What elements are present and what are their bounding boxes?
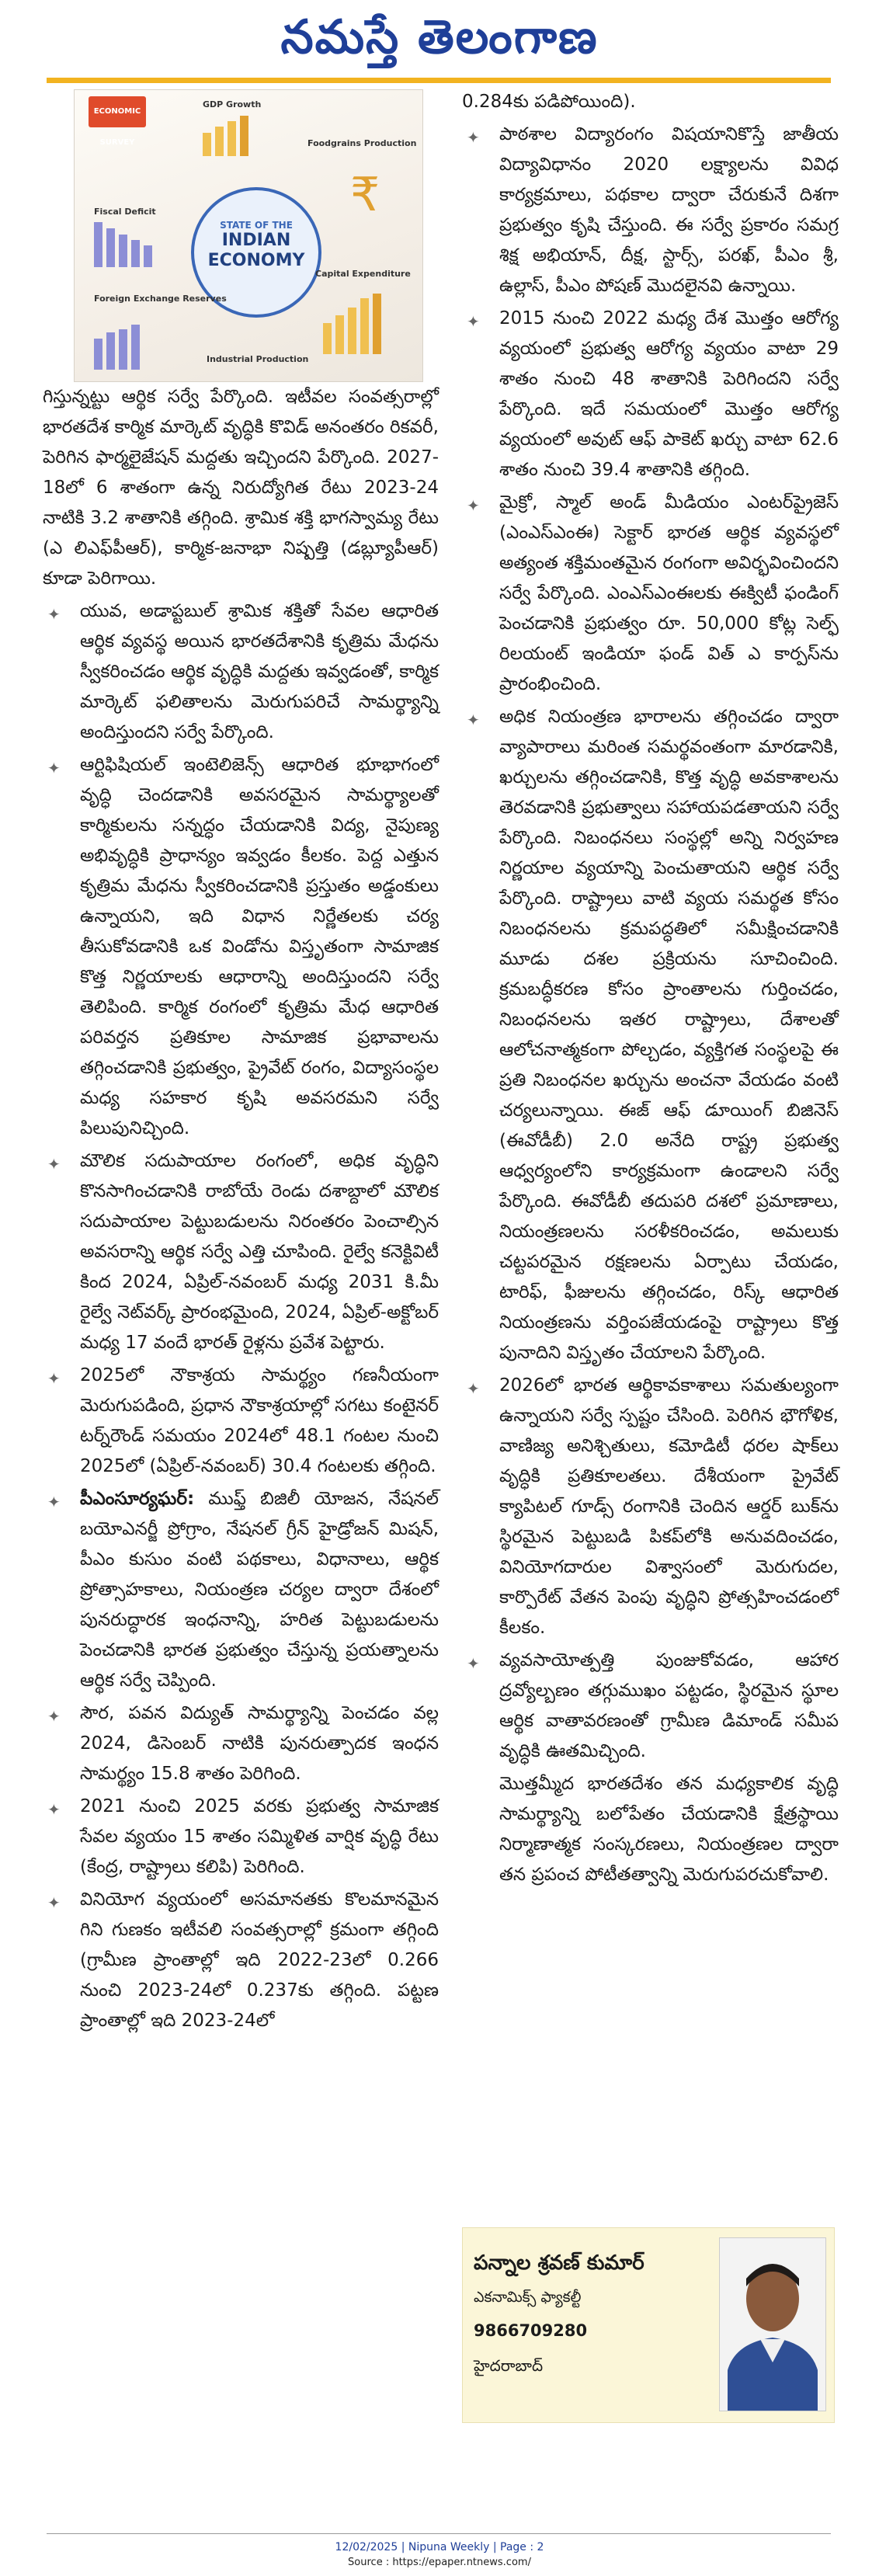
- forex-bars: [94, 323, 140, 370]
- emblem-line-1: STATE OF THE: [220, 220, 293, 231]
- surya-ghar-lead: పీఎంసూర్యఘర్:: [80, 1489, 195, 1509]
- fiscal-bars: [94, 221, 152, 267]
- paragraph-renewables: ✦ సౌర, పవన విద్యుత్ సామర్థ్యాన్ని పెంచడం వల్ల 2024, డిసెంబర్ నాటికి పునరుత్పాదక ఇంధన సామర్థ్యం 15.8 శాతం పెరిగింది.: [43, 1698, 439, 1789]
- survey-badge: ECONOMIC SURVEY: [89, 96, 146, 127]
- foodgrains-label: Foodgrains Production: [307, 138, 417, 148]
- surya-ghar-text: ముఫ్త్ బిజిలీ యోజన, నేషనల్ బయోఎనర్జీ ప్రోగ్రాం, నేషనల్ గ్రీన్ హైడ్రోజన్ మిషన్, పీఎం కుసుం వంటి పథకాలు, విధానాలు, ఆర్థిక ప్రోత్సాహకాలు, నియంత్రణ చర్యల ద్వారా దేశంలో పునరుద్ధారక ఇంధనాన్ని, హరిత పెట్టుబడులను పెంచడానికి భారత ప్రభుత్వం చేస్తున్న ప్రయత్నాలను ఆర్థిక సర్వే చెప్పింది.: [80, 1489, 439, 1691]
- footer-source: Source : https://epaper.ntnews.com/: [348, 2557, 531, 2568]
- rupee-icon: ₹: [350, 168, 380, 222]
- paragraph-deregulation: ✦ అధిక నియంత్రణ భారాలను తగ్గించడం ద్వారా వ్యాపారాలు మరింత సమర్థవంతంగా మారడానికి, ఖర్చులను తగ్గించడానికి, కొత్త వృద్ధి అవకాశాలను తెరవడానికి ప్రభుత్వాలు సహాయపడతాయని సర్వే పేర్కొంది. నిబంధనలు సంస్థల్లో అన్ని నిర్వహణ నిర్ణయాల వ్యయాన్ని పెంచుతాయని ఆర్థిక సర్వే పేర్కొంది. రాష్ట్రాలు వాటి వ్యయ సమర్థత కోసం నిబంధనలను క్రమపద్ధతిలో సమీక్షించడానికి మూడు దశల ప్రక్రియను సూచించింది. క్రమబద్ధీకరణ కోసం ప్రాంతాలను గుర్తించడం, నిబంధనలను ఇతర రాష్ట్రాలు, దేశాలతో ఆలోచనాత్మకంగా పోల్చడం, వ్యక్తిగత సంస్థలపై ఈ ప్రతి నిబంధనల ఖర్చును అంచనా వేయడం వంటి చర్యలున్నాయి. ఈజ్ ఆఫ్ డూయింగ్ బిజినెస్ (ఈవోడీబీ) 2.0 అనేది రాష్ట్ర ప్రభుత్వ ఆధ్వర్యంలోని కార్యక్రమంగా ఉండాలని సర్వే పేర్కొంది. ఈవోడీబీ తదుపరి దశలో ప్రమాణాలు, నియంత్రణలను సరళీకరించడం, అమలుకు చట్టపరమైన రక్షణలను ఏర్పాటు చేయడం, టారిఫ్, ఫీజులను తగ్గించడం, రిస్క్ ఆధారిత నియంత్రణను వర్తింపజేయడంపై రాష్ట్రాలు కొత్త పునాదిని విస్తృతం చేయాలని పేర్కొంది.: [462, 702, 839, 1368]
- emblem-line-2: INDIAN ECONOMY: [207, 231, 305, 270]
- paragraph-social-spending: ✦ 2021 నుంచి 2025 వరకు ప్రభుత్వ సామాజిక సేవల వ్యయం 15 శాతం సమ్మిళిత వార్షిక వృద్ధి రేటు (కేంద్ర, రాష్ట్రాలు కలిపి) పెరిగింది.: [43, 1792, 439, 1882]
- author-city: హైదరాబాద్: [474, 2356, 544, 2375]
- paragraph-infrastructure: ✦ మౌలిక సదుపాయాల రంగంలో, అధిక వృద్ధిని కొనసాగించడానికి రాబోయే రెండు దశాబ్దాలో మౌలిక సదుపాయాల పెట్టుబడులను నిరంతరం పెంచాల్సిన అవసరాన్ని ఆర్థిక సర్వే ఎత్తి చూపింది. రైల్వే కనెక్టివిటీ కింద 2024, ఏప్రిల్-నవంబర్ మధ్య 2031 కి.మీ రైల్వే నెట్‌వర్క్ ప్రారంభమైంది, 2024, ఏప్రిల్-అక్టోబర్ మధ్య 17 వందే భారత్ రైళ్లను ప్రవేశ పెట్టారు.: [43, 1146, 439, 1358]
- author-phone: 9866709280: [474, 2321, 588, 2340]
- right-column: [462, 87, 839, 1890]
- masthead-title: నమస్తే తెలంగాణ: [280, 10, 599, 64]
- paragraph-health-spending: ✦ 2015 నుంచి 2022 మధ్య దేశ మొత్తం ఆరోగ్య వ్యయంలో ప్రభుత్వ ఆరోగ్య వ్యయం వాటా 29 శాతం నుంచి 48 శాతానికి పెరిగిందని సర్వే పేర్కొంది. ఇదే సమయంలో మొత్తం ఆరోగ్య వ్యయంలో అవుట్ ఆఫ్ పాకెట్ ఖర్చు వాటా 62.6 శాతం నుంచి 39.4 శాతానికి తగ్గింది.: [462, 304, 839, 485]
- capex-label: Capital Expenditure: [315, 269, 411, 279]
- paragraph-ai-adoption: ✦ యువ, అడాప్టబుల్ శ్రామిక శక్తితో సేవల ఆధారిత ఆర్థిక వ్యవస్థ అయిన భారతదేశానికి కృత్రిమ మేధను స్వీకరించడం ఆర్థిక వృద్ధికి మద్దతు ఇవ్వడంతో, కార్మిక మార్కెట్ ఫలితాలను మెరుగుపరిచే సామర్థ్యాన్ని అందిస్తుందని సర్వే పేర్కొంది.: [43, 596, 439, 748]
- paragraph-gini: ✦ వినియోగ వ్యయంలో అసమానతకు కొలమానమైన గిని గుణకం ఇటీవలి సంవత్సరాల్లో క్రమంగా తగ్గింది (గ్రామీణ ప్రాంతాల్లో ఇది 2022-23లో 0.266 నుంచి 2023-24లో 0.237కు తగ్గింది. పట్టణ ప్రాంతాల్లో ఇది 2023-24లో: [43, 1885, 439, 2036]
- economic-survey-infographic: [74, 89, 423, 382]
- author-portrait-icon: [720, 2238, 825, 2411]
- gdp-bars: [203, 113, 248, 156]
- fiscal-deficit-label: Fiscal Deficit: [94, 207, 156, 217]
- industrial-label: Industrial Production: [207, 354, 309, 364]
- paragraph-ai-skills: ✦ ఆర్టిఫిషియల్ ఇంటెలిజెన్స్ ఆధారిత భూభాగంలో వృద్ధి చెందడానికి అవసరమైన సామర్థ్యాలతో కార్మికులను సన్నద్ధం చేయడానికి విద్య, నైపుణ్య అభివృద్ధికి ప్రాధాన్యం ఇవ్వడం కీలకం. పెద్ద ఎత్తున కృత్రిమ మేధను స్వీకరించడానికి ప్రస్తుతం అడ్డంకులు ఉన్నాయని, ఇది విధాన నిర్ణేతలకు చర్య తీసుకోవడానికి ఒక విండోను విస్తృతంగా సామాజిక కొత్త నిర్ణయాలకు ఆధారాన్ని అందిస్తుందని సర్వే తెలిపింది. కార్మిక రంగంలో కృత్రిమ మేధ ఆధారిత పరివర్తన ప్రతికూల సామాజిక ప్రభావాలను తగ్గించడానికి ప్రభుత్వం, ప్రైవేట్ రంగం, విద్యాసంస్థల మధ్య సహకార కృషి అవసరమని సర్వే పిలుపునిచ్చింది.: [43, 750, 439, 1144]
- paragraph-rural-demand: ✦ వ్యవసాయోత్పత్తి పుంజుకోవడం, ఆహార ద్రవ్యోల్బణం తగ్గుముఖం పట్టడం, స్థిరమైన స్థూల ఆర్థిక వాతావరణంతో గ్రామీణ డిమాండ్ సమీప వృద్ధికి ఊతమిచ్చింది.: [462, 1646, 839, 1767]
- author-profile-box: [462, 2227, 835, 2423]
- paragraph-ports: ✦ 2025లో నౌకాశ్రయ సామర్థ్యం గణనీయంగా మెరుగుపడింది, ప్రధాన నౌకాశ్రయాల్లో సగటు కంటైనర్ టర్న్‌రౌండ్ సమయం 2024లో 48.1 గంటల నుంచి 2025లో (ఏప్రిల్-నవంబర్) 30.4 గంటలకు తగ్గింది.: [43, 1361, 439, 1482]
- author-role: ఎకనామిక్స్ ఫ్యాకల్టీ: [474, 2289, 582, 2306]
- masthead-rule: [47, 78, 831, 83]
- paragraph-outlook-2026: ✦ 2026లో భారత ఆర్థికావకాశాలు సమతుల్యంగా ఉన్నాయని సర్వే స్పష్టం చేసింది. పెరిగిన భౌగోళిక, వాణిజ్య అనిశ్చితులు, కమోడిటీ ధరల షాక్‌లు వృద్ధికి ప్రతికూలతలు. దేశీయంగా ప్రైవేట్ క్యాపిటల్ గూడ్స్ రంగానికి చెందిన ఆర్డర్ బుక్‌ను స్థిరమైన పెట్టుబడి పికప్‌లోకి అనువదించడం, వినియోగదారుల విశ్వాసంలో మెరుగుదల, కార్పొరేట్ వేతన పెంపు వృద్ధిని ప్రోత్సహించడంలో కీలకం.: [462, 1371, 839, 1643]
- gdp-growth-label: GDP Growth: [203, 99, 262, 110]
- footer-rule: [47, 2533, 831, 2534]
- paragraph-labour-market: గిస్తున్నట్టు ఆర్థిక సర్వే పేర్కొంది. ఇటీవల సంవత్సరాల్లో భారతదేశ కార్మిక మార్కెట్ వృద్ధికి కొవిడ్ అనంతరం రికవరీ, పెరిగిన ఫార్మలైజేషన్ మద్దతు ఇచ్చిందని పేర్కొంది. 2027-18లో 6 శాతంగా ఉన్న నిరుద్యోగిత రేటు 2023-24 నాటికి 3.2 శాతానికి తగ్గింది. శ్రామిక శక్తి భాగస్వామ్య రేటు (ఎ లిఎఫ్‌పీఆర్), కార్మిక-జనాభా నిష్పత్తి (డబ్ల్యూపీఆర్) కూడా పెరిగాయి.: [43, 387, 439, 589]
- paragraph-surya-ghar: [43, 1484, 439, 1696]
- capex-bars: [323, 292, 381, 354]
- page-footer: [0, 2539, 879, 2571]
- author-name: పన్నాల శ్రవణ్ కుమార్: [474, 2251, 644, 2275]
- paragraph-gini-continued: 0.284కు పడిపోయింది).: [462, 92, 636, 112]
- author-photo: [719, 2237, 826, 2411]
- left-column: [43, 87, 439, 2036]
- paragraph-school-education: ✦ పాఠశాల విద్యారంగం విషయానికొస్తే జాతీయ విద్యావిధానం 2020 లక్ష్యాలను వివిధ కార్యక్రమాలు, పథకాల ద్వారా చేరుకునే దిశగా ప్రభుత్వం కృషి చేస్తుంది. ఈ సర్వే ప్రకారం సమగ్ర శిక్ష అభియాన్, దీక్ష, స్టార్స్, పరఖ్, పీఎం శ్రీ, ఉల్లాస్, పీఎం పోషణ్ మొదలైనవి ఉన్నాయి.: [462, 120, 839, 301]
- footer-date-page: 12/02/2025 | Nipuna Weekly | Page : 2: [335, 2541, 544, 2553]
- paragraph-conclusion: మొత్తమ్మీద భారతదేశం తన మధ్యకాలిక వృద్ధి సామర్థ్యాన్ని బలోపేతం చేయడానికి క్షేత్రస్థాయి నిర్మాణాత్మక సంస్కరణలు, నియంత్రణల ద్వారా తన ప్రపంచ పోటీతత్వాన్ని మెరుగుపరచుకోవాలి.: [499, 1774, 839, 1885]
- masthead: [0, 0, 879, 85]
- forex-label: Foreign Exchange Reserves: [94, 294, 227, 304]
- paragraph-msme: ✦ మైక్రో, స్మాల్ అండ్ మీడియం ఎంటర్‌ప్రైజెస్ (ఎంఎస్ఎంఈ) సెక్టార్ భారత ఆర్థిక వ్యవస్థలో అత్యంత శక్తిమంతమైన రంగంగా అవిర్భవించిందని సర్వే పేర్కొంది. ఎంఎస్ఎంఈలకు ఈక్విటీ ఫండింగ్ పెంచడానికి ప్రభుత్వం రూ. 50,000 కోట్ల సెల్ఫ్ రిలయంట్ ఇండియా ఫండ్ విత్ ఎ కార్పస్‌ను ప్రారంభించింది.: [462, 488, 839, 700]
